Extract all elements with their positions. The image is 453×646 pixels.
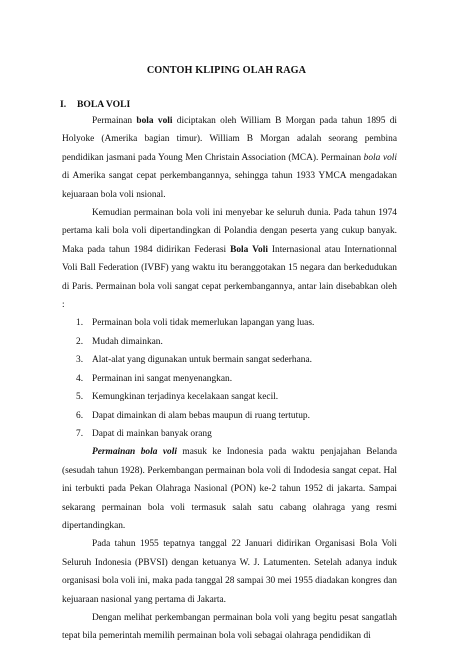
reasons-list	[62, 314, 397, 443]
paragraph-pbvsi: Pada tahun 1955 tepatnya tanggal 22 Januari didirikan Organisasi Bola Voli Seluruh Indonesia (PBVSI) dengan ketuanya W. J. Latumenten. Setelah adanya induk organisasi bola voli ini, maka pada tanggal 28 sampai 30 mei 1955 diadakan kongres dan kejuaraan nasional yang pertama di Jakarta.	[62, 539, 397, 605]
text-run: masuk ke Indonesia pada waktu penjajahan Belanda (sesudah tahun 1928). Perkembangan permainan bola voli di Indodesia sangat cepat. Hal ini terbukti pada Pekan Olahraga Nasional (PON) ke-2 tahun 1952 di jakarta. Sampai sekarang permainan bola voli termasuk salah satu cabang olahraga yang resmi dipertandingkan.	[62, 447, 398, 531]
italic-term: bola voli	[363, 152, 397, 163]
section-number: I.	[60, 99, 67, 110]
list-text: Permainan bola voli tidak memerlukan lapangan yang luas.	[92, 318, 315, 329]
list-number: 6.	[76, 410, 84, 421]
list-number: 5.	[76, 392, 84, 403]
list-item	[62, 314, 397, 332]
document-title: CONTOH KLIPING OLAH RAGA	[146, 65, 307, 76]
bold-term: Bola Voli	[230, 244, 268, 255]
paragraph-indonesia	[62, 443, 397, 535]
list-item	[62, 425, 397, 443]
text-run: Permainan	[92, 116, 137, 126]
paragraph-history-origin	[62, 112, 397, 204]
list-item	[62, 407, 397, 425]
text-run: Internasional atau Internationnal Voli Ball Federation (IVBF) yang waktu itu beranggotakan 15 negara dan berkedudukan di Paris. Permainan bola voli sangat cepat perkembangannya, antar lain disebabkan oleh :	[62, 244, 397, 311]
list-text: Mudah dimainkan.	[92, 336, 163, 347]
bold-italic-term: Permainan bola voli	[92, 447, 177, 458]
text-run: Kemudian permainan bola voli ini menyebar ke seluruh dunia. Pada tahun 1974 pertama kali bola voli dipertandingkan di Polandia dengan peserta yang cukup banyak. Maka pada tahun 1984 didirikan Federasi	[62, 208, 397, 255]
list-text: Permainan ini sangat menyenangkan.	[92, 373, 233, 384]
paragraph-spread	[62, 204, 397, 314]
section-title: BOLA VOLI	[77, 99, 131, 110]
document-body	[62, 112, 397, 646]
list-number: 2.	[76, 336, 84, 347]
list-item	[62, 351, 397, 369]
text-run: di Amerika sangat cepat perkembangannya, sehingga tahun 1933 YMCA mengadakan kejuaraan bola voli nsional.	[62, 171, 397, 200]
list-item	[62, 333, 397, 351]
list-item	[62, 388, 397, 406]
list-number: 7.	[76, 428, 84, 439]
bold-term: bola voli	[136, 116, 173, 126]
list-item	[62, 370, 397, 388]
list-text: Kemungkinan terjadinya kecelakaan sangat kecil.	[92, 392, 279, 403]
text-run: diciptakan oleh William B Morgan pada tahun 1895 di Holyoke (Amerika bagian timur). William B Morgan adalah seorang pembina pendidikan jasmani pada Young Men Christain Association (MCA). Permainan	[62, 116, 397, 163]
list-text: Dapat dimainkan di alam bebas maupun di ruang tertutup.	[92, 410, 310, 421]
paragraph-government: Dengan melihat perkembangan permainan bola voli yang begitu pesat sangatlah tepat bila pemerintah memilih permainan bola voli sebagai olahraga pendidikan di	[62, 612, 397, 642]
list-text: Dapat di mainkan banyak orang	[92, 428, 212, 439]
list-number: 1.	[76, 318, 84, 329]
list-text: Alat-alat yang digunakan untuk bermain sangat sederhana.	[92, 355, 312, 366]
list-number: 3.	[76, 355, 84, 366]
list-number: 4.	[76, 373, 84, 384]
